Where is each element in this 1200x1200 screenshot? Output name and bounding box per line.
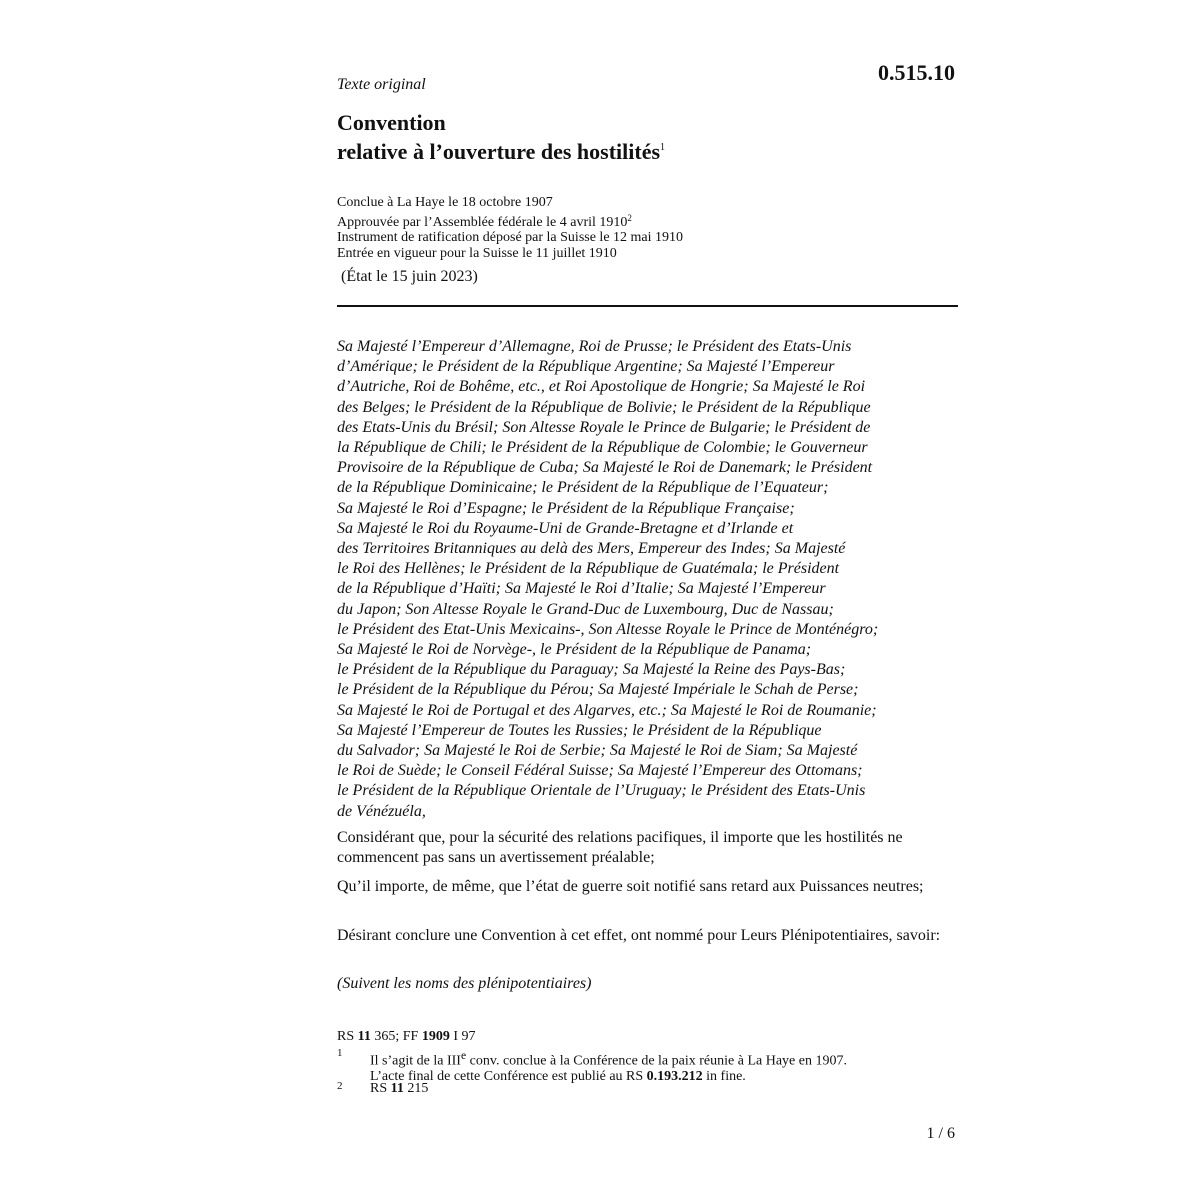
document-label: Texte original bbox=[337, 76, 426, 93]
document-title bbox=[337, 110, 665, 164]
metadata-block bbox=[337, 195, 683, 261]
preamble-line: Sa Majesté le Roi de Norvège-, le Président de la République de Panama; bbox=[337, 641, 812, 659]
preamble-line: Sa Majesté l’Empereur d’Allemagne, Roi de Prusse; le Président des Etats-Unis bbox=[337, 338, 852, 355]
footnote-number: 1 bbox=[337, 1047, 343, 1059]
preamble-line: le Président de la République Orientale de l’Uruguay; le Président des Etats-Unis bbox=[337, 782, 866, 800]
footnote-1-line-2: L’acte final de cette Conférence est publié au RS 0.193.212 in fine. bbox=[370, 1068, 746, 1084]
preamble-line: des Belges; le Président de la République de Bolivie; le Président de la République bbox=[337, 398, 871, 416]
preamble-line: Sa Majesté l’Empereur de Toutes les Russies; le Président de la République bbox=[337, 721, 822, 739]
preamble-line: du Japon; Son Altesse Royale le Grand-Duc de Luxembourg, Duc de Nassau; bbox=[337, 600, 834, 618]
footnote-ref-1[interactable]: 1 bbox=[660, 142, 666, 153]
approved-line: Approuvée par l’Assemblée fédérale le 4 avril 1910$^2$ bbox=[337, 212, 632, 230]
preamble-line: des Territoires Britanniques au delà des Mers, Empereur des Indes; Sa Majesté bbox=[337, 540, 846, 558]
concluded-line: Conclue à La Haye le 18 octobre 1907 bbox=[337, 195, 553, 210]
paragraph-considerant: Considérant que, pour la sécurité des relations pacifiques, il importe que les hostilités ne commencent pas sans un avertissement préalable; bbox=[337, 829, 903, 866]
footnote-1-line-1: Il s’agit de la IIIe conv. conclue à la Conférence de la paix réunie à La Haye en 1907. bbox=[370, 1049, 847, 1069]
preamble-line: Sa Majesté le Roi d’Espagne; le Président de la République Française; bbox=[337, 499, 795, 517]
title-line-1: Convention bbox=[337, 110, 446, 135]
paragraph-plenipotentiaries: (Suivent les noms des plénipotentiaires) bbox=[337, 975, 592, 992]
header-divider bbox=[337, 305, 958, 307]
preamble-line: le Roi des Hellènes; le Président de la République de Guatémala; le Président bbox=[337, 560, 840, 578]
paragraph-desirant: Désirant conclure une Convention à cet effet, ont nommé pour Leurs Plénipotentiaires, savoir: bbox=[337, 927, 941, 944]
preamble-line: le Président de la République du Paraguay; Sa Majesté la Reine des Pays-Bas; bbox=[337, 661, 846, 679]
preamble-line: de la République d’Haïti; Sa Majesté le Roi d’Italie; Sa Majesté l’Empereur bbox=[337, 580, 826, 598]
preamble-line: des Etats-Unis du Brésil; Son Altesse Royale le Prince de Bulgarie; le Président de bbox=[337, 418, 871, 436]
rs-link[interactable]: 0.193.212 bbox=[646, 1068, 703, 1084]
paragraph-notification: Qu’il importe, de même, que l’état de guerre soit notifié sans retard aux Puissances neutres; bbox=[337, 878, 924, 895]
preamble-line: Sa Majesté le Roi de Portugal et des Algarves, etc.; Sa Majesté le Roi de Roumanie; bbox=[337, 701, 877, 719]
preamble-line: de la République Dominicaine; le Président de la République de l’Equateur; bbox=[337, 479, 829, 497]
preamble-line: d’Amérique; le Président de la République Argentine; Sa Majesté l’Empereur bbox=[337, 358, 835, 376]
preamble-line: le Roi de Suède; le Conseil Fédéral Suisse; Sa Majesté l’Empereur des Ottomans; bbox=[337, 762, 863, 780]
preamble-line: la République de Chili; le Président de la République de Colombie; le Gouverneur bbox=[337, 439, 868, 457]
preamble-line: Sa Majesté le Roi du Royaume-Uni de Grande-Bretagne et d’Irlande et bbox=[337, 519, 794, 537]
entry-into-force-line: Entrée en vigueur pour la Suisse le 11 juillet 1910 bbox=[337, 245, 617, 261]
footnote-reference: RS 11 365; FF 1909 I 97 bbox=[337, 1029, 476, 1044]
sr-number: 0.515.10 bbox=[878, 60, 955, 85]
preamble-line: de Vénézuéla, bbox=[337, 802, 426, 820]
preamble-line: d’Autriche, Roi de Bohême, etc., et Roi Apostolique de Hongrie; Sa Majesté le Roi bbox=[337, 378, 866, 396]
title-line-2: relative à l’ouverture des hostilités$^1$ bbox=[337, 139, 666, 164]
page-number: 1 / 6 bbox=[926, 1125, 955, 1142]
preamble-line: du Salvador; Sa Majesté le Roi de Serbie; Sa Majesté le Roi de Siam; Sa Majesté bbox=[337, 742, 858, 760]
preamble bbox=[337, 337, 977, 822]
footnote-number: 2 bbox=[337, 1080, 343, 1092]
state-date: (État le 15 juin 2023) bbox=[341, 268, 478, 285]
preamble-line: le Président de la République du Pérou; Sa Majesté Impériale le Schah de Perse; bbox=[337, 681, 859, 699]
footnote-ref-2[interactable]: 2 bbox=[627, 212, 632, 223]
preamble-line: le Président des Etat-Unis Mexicains-, Son Altesse Royale le Prince de Monténégro; bbox=[337, 620, 879, 638]
preamble-line: Provisoire de la République de Cuba; Sa Majesté le Roi de Danemark; le Président bbox=[337, 459, 873, 477]
footnote-2-text: RS 11 215 bbox=[370, 1081, 429, 1096]
ratification-line: Instrument de ratification déposé par la Suisse le 12 mai 1910 bbox=[337, 230, 684, 245]
